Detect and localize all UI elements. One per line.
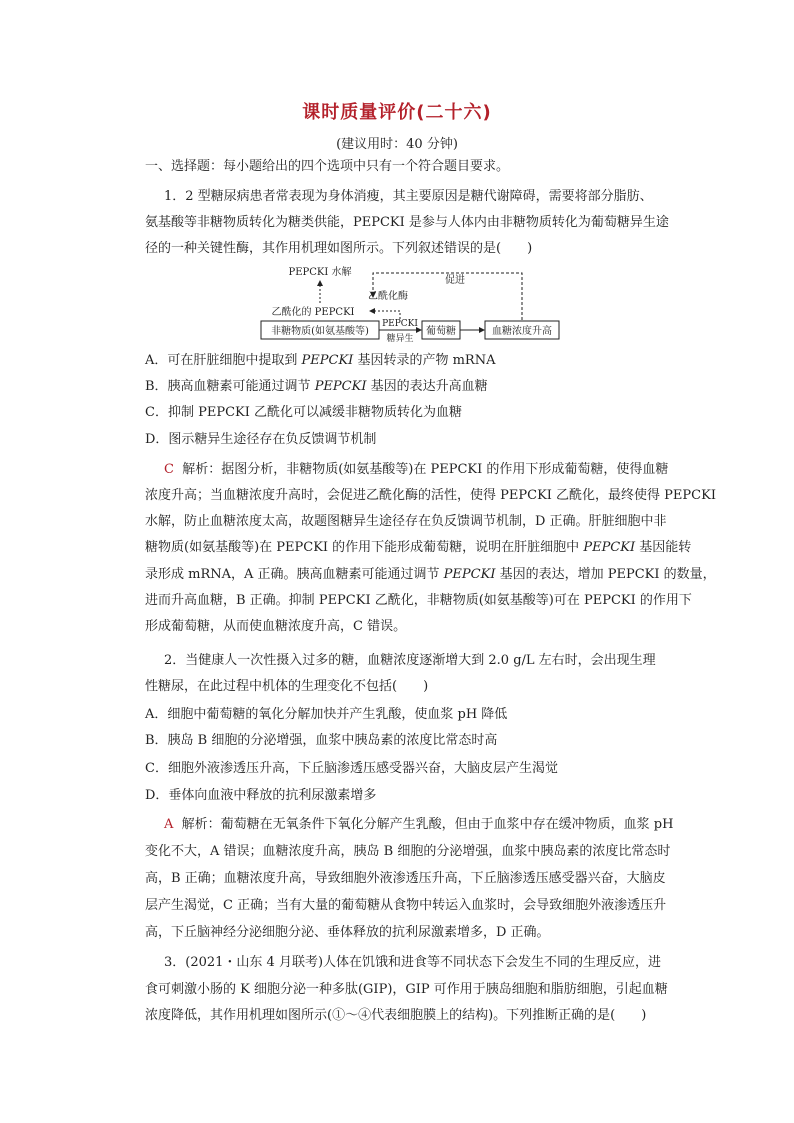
q1-analysis-line-2: 浓度升高；当血糖浓度升高时，会促进乙酰化酶的活性，使得 PEPCKI 乙酰化，最终使得 PEPCKI <box>145 488 716 503</box>
q3-stem-line-1: 3．(2021・山东 4 月联考)人体在饥饿和进食等不同状态下会发生不同的生理反应，进 <box>164 955 662 970</box>
q1-analysis-line-1: C 解析：据图分析，非糖物质(如氨基酸等)在 PEPCKI 的作用下形成葡萄糖，使得血糖 <box>164 462 669 477</box>
q1-mechanism-diagram <box>255 263 565 343</box>
glucose-label: 葡萄糖 <box>426 326 456 337</box>
q2-option-c: C．细胞外液渗透压升高，下丘脑渗透压感受器兴奋，大脑皮层产生渴觉 <box>145 761 558 776</box>
q2-analysis-line-2: 变化不大，A 错误；血糖浓度升高，胰岛 B 细胞的分泌增强，血浆中胰岛素的浓度比常态时 <box>145 844 671 859</box>
q2-analysis-line-4: 层产生渴觉，C 正确；当有大量的葡萄糖从食物中转运入血浆时，会导致细胞外液渗透压升 <box>145 898 667 913</box>
q1-option-d: D．图示糖异生途径存在负反馈调节机制 <box>145 432 377 447</box>
q2-option-b: B．胰岛 B 细胞的分泌增强，血浆中胰岛素的浓度比常态时高 <box>145 733 498 748</box>
page-subtitle: (建议用时：40 分钟) <box>336 137 458 152</box>
pepcki-label: PEPCKI <box>382 319 418 329</box>
q2-stem-line-2: 性糖尿，在此过程中机体的生理变化不包括( ) <box>145 679 429 694</box>
q1-stem-line-3: 径的一种关键性酶，其作用机理如图所示。下列叙述错误的是( ) <box>145 241 533 256</box>
q1-option-c: C．抑制 PEPCKI 乙酰化可以减缓非糖物质转化为血糖 <box>145 405 462 420</box>
q2-answer: A <box>164 817 174 832</box>
q1-analysis-line-7: 形成葡萄糖，从而使血糖浓度升高，C 错误。 <box>145 619 407 634</box>
q1-analysis-line-6: 进而升高血糖，B 正确。抑制 PEPCKI 乙酰化，非糖物质(如氨基酸等)可在 PEPCKI 的作用下 <box>145 593 692 608</box>
promote-label: 促进 <box>445 275 465 286</box>
q2-analysis-line-1: A 解析：葡萄糖在无氧条件下氧化分解产生乳酸，但由于血浆中存在缓冲物质，血浆 pH <box>164 817 674 832</box>
q1-analysis-line-5: 录形成 mRNA，A 正确。胰高血糖素可能通过调节 PEPCKI 基因的表达，增加 PEPCKI 的数量， <box>145 567 716 582</box>
q2-option-d: D．垂体向血液中释放的抗利尿激素增多 <box>145 788 377 803</box>
section-heading: 一、选择题：每小题给出的四个选项中只有一个符合题目要求。 <box>145 159 510 174</box>
q2-analysis-line-5: 高，下丘脑神经分泌细胞分泌、垂体释放的抗利尿激素增多，D 正确。 <box>145 925 550 940</box>
q1-analysis-line-3: 水解，防止血糖浓度太高，故题图糖异生途径存在负反馈调节机制，D 正确。肝脏细胞中非 <box>145 514 667 529</box>
q1-stem-line-1: 1．2 型糖尿病患者常表现为身体消瘦，其主要原因是糖代谢障碍，需要将部分脂肪、 <box>164 189 653 204</box>
hydrolysis-label: PEPCKI 水解 <box>288 267 352 278</box>
acetylated-pepcki-label: 乙酰化的 PEPCKI <box>271 307 355 318</box>
blood-sugar-label: 血糖浓度升高 <box>492 326 552 337</box>
page-title: 课时质量评价(二十六) <box>302 102 492 123</box>
q2-option-a: A．细胞中葡萄糖的氧化分解加快并产生乳酸，使血浆 pH 降低 <box>145 707 508 722</box>
q2-stem-line-1: 2．当健康人一次性摄入过多的糖，血糖浓度逐渐增大到 2.0 g/L 左右时，会出现生理 <box>164 653 656 668</box>
non-sugar-label: 非糖物质(如氨基酸等) <box>271 326 369 337</box>
q1-analysis-line-4: 糖物质(如氨基酸等)在 PEPCKI 的作用下能形成葡萄糖，说明在肝脏细胞中 PEPCKI 基因能转 <box>145 540 692 555</box>
q1-stem-line-2: 氨基酸等非糖物质转化为糖类供能，PEPCKI 是参与人体内由非糖物质转化为葡萄糖异生途 <box>145 215 669 230</box>
q1-option-a: A．可在肝脏细胞中提取到 PEPCKI 基因转录的产物 mRNA <box>145 353 496 368</box>
q1-option-b: B．胰高血糖素可能通过调节 PEPCKI 基因的表达升高血糖 <box>145 379 488 394</box>
q2-analysis-line-3: 高，B 正确；血糖浓度升高，导致细胞外液渗透压升高，下丘脑渗透压感受器兴奋，大脑皮 <box>145 871 666 886</box>
q1-answer: C <box>164 462 174 477</box>
acetylase-label: 乙酰化酶 <box>368 291 408 302</box>
q3-stem-line-2: 食可刺激小肠的 K 细胞分泌一种多肽(GIP)，GIP 可作用于胰岛细胞和脂肪细胞，引起血糖 <box>145 982 668 997</box>
q3-stem-line-3: 浓度降低，其作用机理如图所示(①～④代表细胞膜上的结构)。下列推断正确的是( ) <box>145 1008 647 1023</box>
gluconeogenesis-label: 糖异生 <box>386 334 414 343</box>
